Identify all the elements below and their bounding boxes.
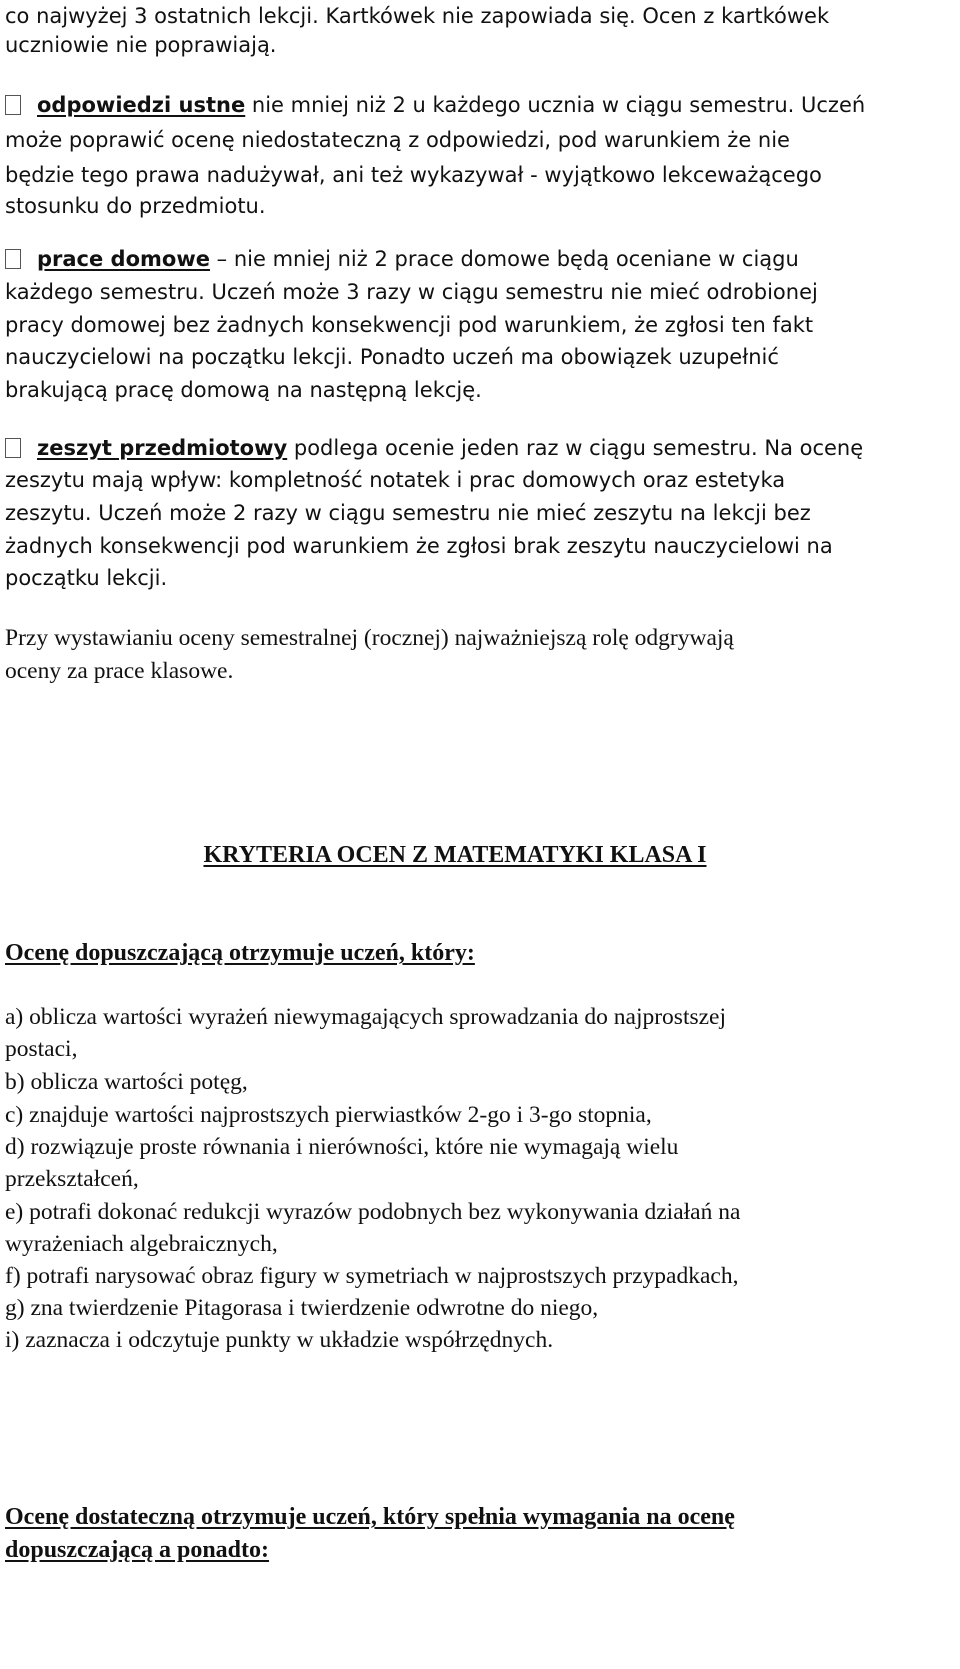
page-title: KRYTERIA OCEN Z MATEMATYKI KLASA I xyxy=(203,842,707,868)
list-item: postaci, xyxy=(5,1036,78,1062)
text-line: każdego semestru. Uczeń może 3 razy w ciągu semestru nie mieć odrobionej xyxy=(5,280,818,304)
text-line: uczniowie nie poprawiają. xyxy=(5,33,277,57)
section-heading: Ocenę dostateczną otrzymuje uczeń, który spełnia wymagania na ocenę xyxy=(5,1504,735,1530)
text-line: – nie mniej niż 2 prace domowe będą oceniane w ciągu xyxy=(209,247,799,271)
term-notebook: zeszyt przedmiotowy xyxy=(37,436,288,460)
section-heading-continued: dopuszczającą a ponadto: xyxy=(5,1537,270,1563)
text-line: będzie tego prawa nadużywał, ani też wykazywał - wyjątkowo lekceważącego xyxy=(5,163,822,187)
checkbox-bullet-icon xyxy=(5,438,21,458)
text-line: żadnych konsekwencji pod warunkiem że zgłosi brak zeszytu nauczycielowi na xyxy=(5,534,833,558)
text-line: co najwyżej 3 ostatnich lekcji. Kartkówek nie zapowiada się. Ocen z kartkówek xyxy=(5,4,830,28)
checkbox-bullet-icon xyxy=(5,95,21,115)
text-line: podlega ocenie jeden raz w ciągu semestru. Na ocenę xyxy=(287,436,864,460)
list-item: f) potrafi narysować obraz figury w symetriach w najprostszych przypadkach, xyxy=(5,1263,739,1289)
text-line: oceny za prace klasowe. xyxy=(5,658,234,684)
list-item: e) potrafi dokonać redukcji wyrazów podobnych bez wykonywania działań na xyxy=(5,1199,741,1225)
text-line: pracy domowej bez żadnych konsekwencji pod warunkiem, że zgłosi ten fakt xyxy=(5,313,814,337)
list-item: g) zna twierdzenie Pitagorasa i twierdzenie odwrotne do niego, xyxy=(5,1295,599,1321)
list-item: wyrażeniach algebraicznych, xyxy=(5,1231,278,1257)
list-item: przekształceń, xyxy=(5,1166,139,1192)
text-line: zeszytu mają wpływ: kompletność notatek i prac domowych oraz estetyka xyxy=(5,468,786,492)
text-line: może poprawić ocenę niedostateczną z odpowiedzi, pod warunkiem że nie xyxy=(5,128,790,152)
list-item: b) oblicza wartości potęg, xyxy=(5,1069,248,1095)
text-line: nauczycielowi na początku lekcji. Ponadto uczeń ma obowiązek uzupełnić xyxy=(5,345,779,369)
list-item: a) oblicza wartości wyrażeń niewymagających sprowadzania do najprostszej xyxy=(5,1004,727,1030)
text-line: początku lekcji. xyxy=(5,566,168,590)
term-homework: prace domowe xyxy=(37,247,210,271)
checkbox-bullet-icon xyxy=(5,249,21,269)
text-line: zeszytu. Uczeń może 2 razy w ciągu semestru nie mieć zeszytu na lekcji bez xyxy=(5,501,811,525)
text-line: brakującą pracę domową na następną lekcję. xyxy=(5,378,482,402)
list-item: i) zaznacza i odczytuje punkty w układzie współrzędnych. xyxy=(5,1327,554,1353)
text-line: stosunku do przedmiotu. xyxy=(5,194,266,218)
list-item: d) rozwiązuje proste równania i nierówności, które nie wymagają wielu xyxy=(5,1134,679,1160)
text-line: Przy wystawianiu oceny semestralnej (rocznej) najważniejszą rolę odgrywają xyxy=(5,625,734,651)
list-item: c) znajduje wartości najprostszych pierwiastków 2-go i 3-go stopnia, xyxy=(5,1102,652,1128)
term-oral-answers: odpowiedzi ustne xyxy=(37,93,246,117)
section-heading: Ocenę dopuszczającą otrzymuje uczeń, który: xyxy=(5,940,475,966)
text-line: nie mniej niż 2 u każdego ucznia w ciągu semestru. Uczeń xyxy=(245,93,866,117)
